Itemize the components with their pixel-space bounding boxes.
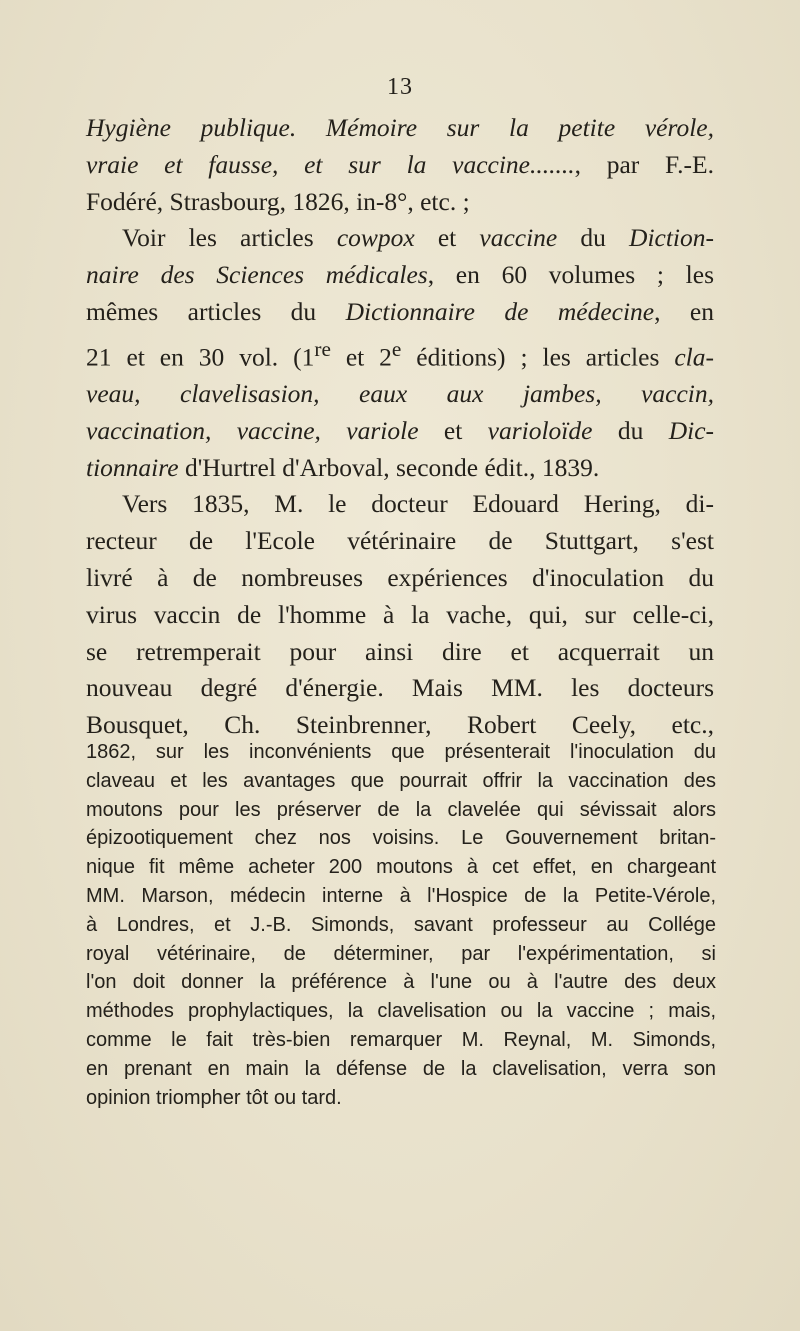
- note-line: MM. Marson, médecin interne à l'Hospice de la Petite-Vérole,: [86, 884, 716, 907]
- main-text-block: [86, 110, 714, 744]
- main-line: livré à de nombreuses expériences d'inoculation du: [86, 563, 714, 593]
- note-line: 1862, sur les inconvénients que présenterait l'inoculation du: [86, 741, 716, 763]
- main-line: virus vaccin de l'homme à la vache, qui, sur celle-ci,: [86, 599, 714, 629]
- main-line: vraie et fausse, et sur la vaccine......., par F.-E.: [86, 149, 714, 179]
- page-number: 13: [387, 74, 413, 100]
- main-line: Hygiène publique. Mémoire sur la petite vérole,: [86, 113, 714, 142]
- note-line: royal vétérinaire, de déterminer, par l'expérimentation, si: [86, 942, 716, 965]
- main-line: nouveau degré d'énergie. Mais MM. les docteurs: [86, 673, 714, 703]
- note-line: nique fit même acheter 200 moutons à cet effet, en chargeant: [86, 856, 716, 879]
- main-line: mêmes articles du Dictionnaire de médecine, en: [86, 296, 714, 326]
- note-line: claveau et les avantages que pourrait offrir la vaccination des: [86, 769, 716, 792]
- note-line: à Londres, et J.-B. Simonds, savant professeur au Collége: [86, 913, 716, 936]
- note-line: méthodes prophylactiques, la clavelisation ou la vaccine ; mais,: [86, 1000, 716, 1023]
- main-line: Bousquet, Ch. Steinbrenner, Robert Ceely, etc.,: [86, 710, 714, 740]
- main-line: Fodéré, Strasbourg, 1826, in-8°, etc. ;: [86, 186, 470, 216]
- main-line: Vers 1835, M. le docteur Edouard Hering, di-: [122, 489, 714, 519]
- main-line: Voir les articles cowpox et vaccine du Diction-: [122, 223, 715, 253]
- note-line: opinion triompher tôt ou tard.: [86, 1086, 342, 1109]
- note-line: épizootiquement chez nos voisins. Le Gouvernement britan-: [86, 827, 716, 850]
- note-line: comme le fait très-bien remarquer M. Reynal, M. Simonds,: [86, 1028, 716, 1051]
- note-line: en prenant en main la défense de la clavelisation, verra son: [86, 1057, 716, 1080]
- note-line: moutons pour les préserver de la clavelée qui sévissait alors: [86, 798, 716, 821]
- main-line: tionnaire d'Hurtrel d'Arboval, seconde édit., 1839.: [86, 452, 600, 482]
- main-line: veau, clavelisasion, eaux aux jambes, vaccin,: [86, 379, 714, 409]
- note-line: l'on doit donner la préférence à l'une ou à l'autre des deux: [86, 971, 716, 994]
- footnote-block: [86, 738, 716, 1112]
- main-line: se retremperait pour ainsi dire et acquerrait un: [86, 636, 714, 666]
- main-line: recteur de l'Ecole vétérinaire de Stuttgart, s'est: [86, 526, 714, 556]
- main-line: naire des Sciences médicales, en 60 volumes ; les: [86, 260, 714, 290]
- main-line: vaccination, vaccine, variole et varioloïde du Dic-: [86, 415, 714, 445]
- main-line: 21 et en 30 vol. (1re et 2e éditions) ; les articles cla-: [86, 336, 714, 372]
